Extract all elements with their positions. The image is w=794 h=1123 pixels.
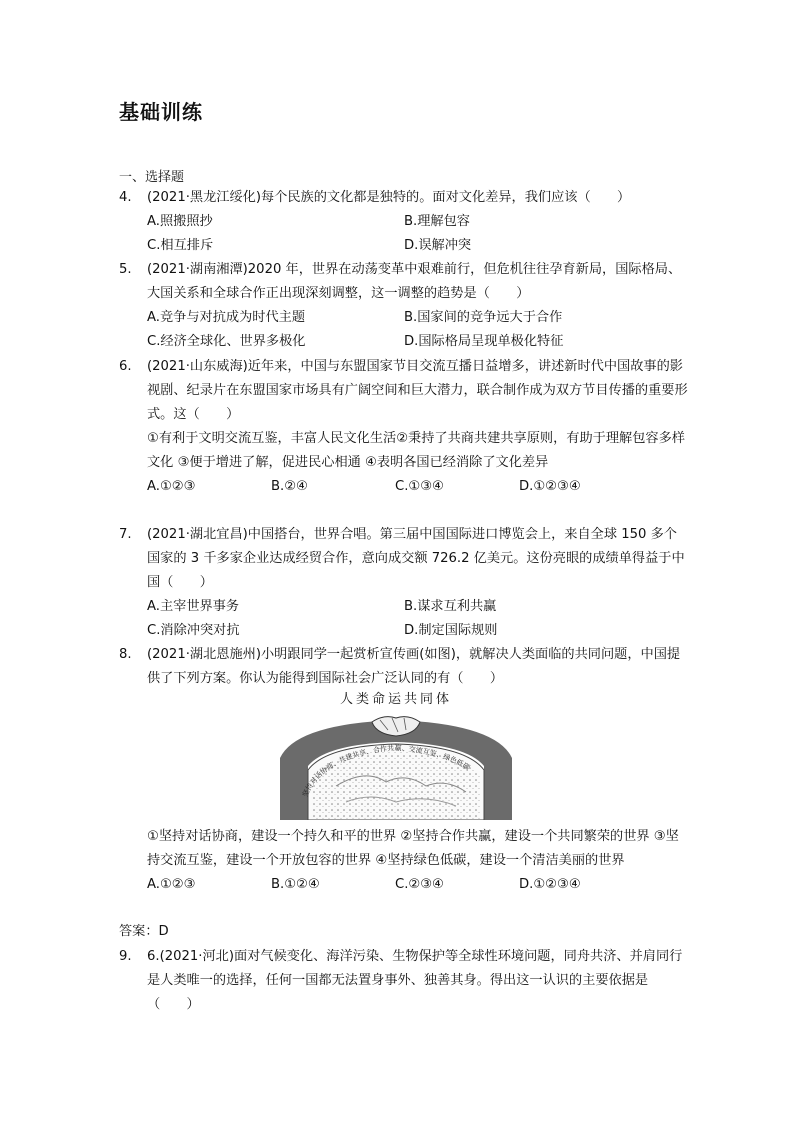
option-d[interactable]: D.国际格局呈现单极化特征 bbox=[404, 334, 564, 349]
option-b[interactable]: B.理解包容 bbox=[404, 214, 470, 229]
option-d[interactable]: D.①②③④ bbox=[519, 479, 581, 494]
option-d[interactable]: D.误解冲突 bbox=[404, 238, 472, 253]
option-a[interactable]: A.竞争与对抗成为时代主题 bbox=[147, 310, 306, 325]
globe-handshake-illustration bbox=[276, 706, 516, 820]
option-list bbox=[147, 595, 689, 643]
question-stem: 6.(2021·河北)面对气候变化、海洋污染、生物保护等全球性环境问题，同舟共济、并肩同行是人类唯一的选择，任何一国都无法置身事外、独善其身。得出这一认识的主要依据是（ ） bbox=[147, 949, 683, 1012]
question-number: 6. bbox=[119, 359, 132, 374]
option-list bbox=[147, 873, 689, 897]
option-b[interactable]: B.谋求互利共赢 bbox=[404, 599, 497, 614]
question-stem: (2021·湖北宜昌)中国搭台，世界合唱。第三届中国国际进口博览会上，来自全球 150 多个国家的 3 千多家企业达成经贸合作，意向成交额 726.2 亿美元。这份亮眼的成绩单得益于中国（ ） bbox=[147, 527, 685, 590]
option-d[interactable]: D.制定国际规则 bbox=[404, 623, 498, 638]
question-stem: (2021·山东威海)近年来，中国与东盟国家节目交流互播日益增多，讲述新时代中国故事的影视剧、纪录片在东盟国家市场具有广阔空间和巨大潜力，联合制作成为双方节目传播的重要形式。这（ ） bbox=[147, 359, 688, 422]
question-number: 7. bbox=[119, 527, 132, 542]
question-number: 9. bbox=[119, 949, 132, 964]
option-b[interactable]: B.国家间的竞争远大于合作 bbox=[404, 310, 563, 325]
question-stem: (2021·湖南湘潭)2020 年，世界在动荡变革中艰难前行，但危机往往孕育新局，国际格局、大国关系和全球合作正出现深刻调整，这一调整的趋势是（ ） bbox=[147, 262, 682, 301]
option-c[interactable]: C.消除冲突对抗 bbox=[147, 623, 240, 638]
option-list bbox=[147, 475, 689, 499]
question-8-continued bbox=[119, 825, 689, 897]
option-a[interactable]: A.①②③ bbox=[147, 877, 196, 892]
question-stem: (2021·黑龙江绥化)每个民族的文化都是独特的。面对文化差异，我们应该（ ） bbox=[147, 190, 631, 205]
option-a[interactable]: A.①②③ bbox=[147, 479, 196, 494]
option-c[interactable]: C.相互排斥 bbox=[147, 238, 214, 253]
statement-list: ①坚持对话协商，建设一个持久和平的世界 ②坚持合作共赢，建设一个共同繁荣的世界 ③坚持交流互鉴，建设一个开放包容的世界 ④坚持绿色低碳，建设一个清洁美丽的世界 bbox=[147, 829, 679, 868]
question-8 bbox=[119, 643, 689, 691]
option-d[interactable]: D.①②③④ bbox=[519, 877, 581, 892]
answer-line: 答案：D bbox=[119, 924, 169, 939]
option-list bbox=[147, 306, 689, 354]
section-heading: 一、选择题 bbox=[119, 170, 185, 185]
option-a[interactable]: A.主宰世界事务 bbox=[147, 599, 240, 614]
statement-list: ①有利于文明交流互鉴，丰富人民文化生活②秉持了共商共建共享原则，有助于理解包容多样文化 ③便于增进了解，促进民心相通 ④表明各国已经消除了文化差异 bbox=[147, 431, 685, 470]
option-c[interactable]: C.②③④ bbox=[395, 877, 444, 892]
figure-caption: 坚持对话协商、共建共享、合作共赢、交流互鉴、绿色低碳 bbox=[301, 743, 472, 799]
page-title: 基础训练 bbox=[119, 100, 203, 124]
question-7 bbox=[119, 523, 689, 643]
question-6 bbox=[119, 355, 689, 499]
propaganda-figure bbox=[276, 688, 516, 820]
question-5 bbox=[119, 258, 689, 354]
question-number: 5. bbox=[119, 262, 132, 277]
option-b[interactable]: B.②④ bbox=[271, 479, 308, 494]
option-list bbox=[147, 210, 689, 258]
question-number: 8. bbox=[119, 647, 132, 662]
option-c[interactable]: C.①③④ bbox=[395, 479, 444, 494]
option-b[interactable]: B.①②④ bbox=[271, 877, 320, 892]
question-number: 4. bbox=[119, 190, 132, 205]
question-4 bbox=[119, 186, 689, 258]
option-c[interactable]: C.经济全球化、世界多极化 bbox=[147, 334, 306, 349]
question-9 bbox=[119, 945, 689, 1017]
option-a[interactable]: A.照搬照抄 bbox=[147, 214, 213, 229]
question-stem: (2021·湖北恩施州)小明跟同学一起赏析宣传画(如图)，就解决人类面临的共同问题，中国提供了下列方案。你认为能得到国际社会广泛认同的有（ ） bbox=[147, 647, 681, 686]
figure-title: 人类命运共同体 bbox=[339, 692, 452, 707]
